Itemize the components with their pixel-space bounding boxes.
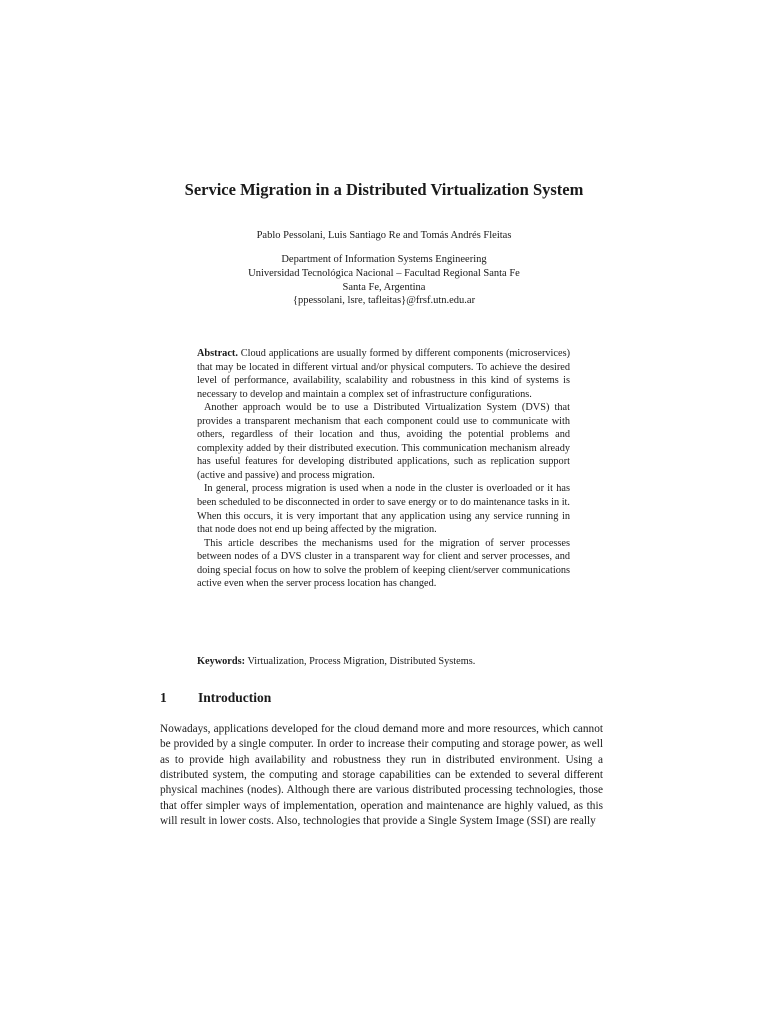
paper-title: Service Migration in a Distributed Virtualization System — [184, 180, 584, 199]
abstract-paragraph-2: Another approach would be to use a Distributed Virtualization System (DVS) that provides a transparent mechanism that each component could use to communicate with others, regardless of their location and thus, avoiding the potential problems and complexity added by their distributed execution. This communication mechanism already has useful features for developing distributed applications, such as replication support (active and passive) and process migration. — [197, 402, 570, 481]
section-number: 1 — [160, 690, 167, 705]
keywords-label: Keywords: — [197, 656, 246, 667]
affiliation-location: Santa Fe, Argentina — [342, 281, 426, 293]
abstract-label: Abstract. — [197, 348, 238, 359]
paper-authors: Pablo Pessolani, Luis Santiago Re and Tomás Andrés Fleitas — [256, 230, 512, 241]
abstract-block — [197, 347, 570, 591]
keywords-text: Virtualization, Process Migration, Distributed Systems. — [247, 656, 476, 667]
section-title: Introduction — [198, 690, 272, 705]
keywords-line — [197, 655, 570, 669]
section-heading — [160, 690, 600, 706]
affiliation-university: Universidad Tecnológica Nacional – Facultad Regional Santa Fe — [248, 267, 520, 279]
intro-body — [160, 722, 603, 829]
intro-paragraph: Nowadays, applications developed for the cloud demand more and more resources, which cannot be provided by a single computer. In order to increase their computing and storage power, as well as to provide high availability and robustness they run in distributed environment. Using a distributed system, the computing and storage capabilities can be extended to several different physical machines (nodes). Although there are various distributed processing technologies, those that offer simpler ways of implementation, operation and maintenance are highly valued, as this will result in lower costs. Also, technologies that provide a Single System Image (SSI) are really — [160, 723, 603, 828]
affiliation-department: Department of Information Systems Engineering — [281, 254, 487, 265]
abstract-paragraph-1: Cloud applications are usually formed by different components (microservices) that may be located in different virtual and/or physical computers. To achieve the desired level of performance, availability, scalability and robustness in this kind of systems is necessary to develop and maintain a complex set of infrastructure configurations. — [197, 348, 570, 400]
affiliation-block — [0, 253, 768, 308]
abstract-paragraph — [197, 347, 570, 401]
abstract-paragraph-3: In general, process migration is used when a node in the cluster is overloaded or it has been scheduled to be disconnected in order to save energy or to do maintenance tasks in it. When this occurs, it is very important that any application using any service running in that node does not end up being affected by the migration. — [197, 483, 570, 536]
abstract-paragraph-4: This article describes the mechanisms used for the migration of server processes between nodes of a DVS cluster in a transparent way for client and server processes, and doing special focus on how to solve the problem of keeping client/server communications active even when the server process location has changed. — [197, 537, 570, 590]
affiliation-emails: {ppessolani, lsre, tafleitas}@frsf.utn.edu.ar — [292, 295, 476, 307]
